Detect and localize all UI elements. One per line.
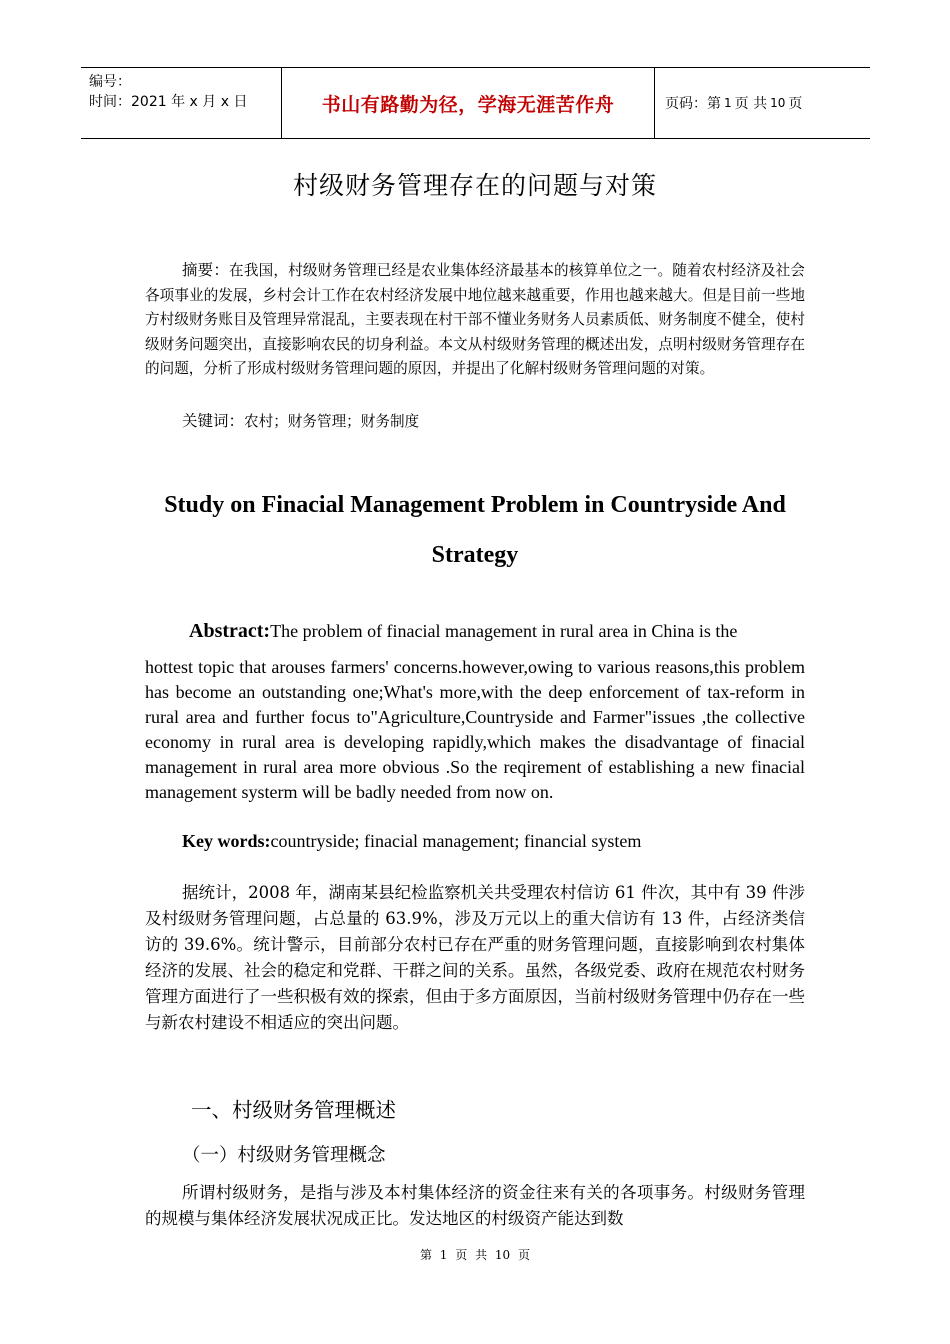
abstract-cn <box>145 258 805 382</box>
header-page-prefix: 页码：第 <box>665 96 721 112</box>
keywords-cn-label: 关键词： <box>182 412 245 430</box>
header-motto-cell <box>282 68 655 138</box>
page-title: 村级财务管理存在的问题与对策 <box>292 171 657 200</box>
abstract-en-label: Abstract: <box>189 620 271 642</box>
page-footer <box>0 1246 950 1263</box>
keywords-en <box>182 831 641 852</box>
paragraph-statistics: 据统计，2008 年，湖南某县纪检监察机关共受理农村信访 61 件次，其中有 39 件涉及村级财务管理问题，占总量的 63.9%，涉及万元以上的重大信访有 13 件，占经济类信访的 39.6%。统计警示，目前部分农村已存在严重的财务管理问题，直接影响到农村集体经济的发展、社会的稳定和党群、干群之间的关系。虽然，各级党委、政府在规范农村财务管理方面进行了一些积极有效的探索，但由于多方面原因，当前村级财务管理中仍存在一些与新农村建设不相适应的突出问题。 <box>145 883 805 1032</box>
document-header <box>81 67 870 139</box>
section-heading-1: 一、村级财务管理概述 <box>191 1098 396 1122</box>
abstract-en-first-line <box>145 619 805 644</box>
header-page-info <box>655 68 870 138</box>
footer-total: 10 <box>494 1248 511 1262</box>
english-title-line1: Study on Finacial Management Problem in Countryside And <box>164 492 786 518</box>
abstract-cn-label: 摘要： <box>182 261 230 279</box>
header-meta <box>81 68 282 138</box>
header-time: 时间：2021 年 x 月 x 日 <box>89 94 248 110</box>
abstract-cn-text: 在我国，村级财务管理已经是农业集体经济最基本的核算单位之一。随着农村经济及社会各项事业的发展，乡村会计工作在农村经济发展中地位越来越重要，作用也越来越大。但是目前一些地方村级财务账目及管理异常混乱，主要表现在村干部不懂业务财务人员素质低、财务制度不健全，使村级财务问题突出，直接影响农民的切身利益。本文从村级财务管理的概述出发，点明村级财务管理存在的问题，分析了形成村级财务管理问题的原因，并提出了化解村级财务管理问题的对策。 <box>145 262 805 378</box>
header-page-suffix: 页 <box>788 96 803 112</box>
header-motto: 书山有路勤为径，学海无涯苦作舟 <box>321 93 615 116</box>
footer-prefix: 第 <box>419 1248 432 1262</box>
paragraph-definition: 所谓村级财务，是指与涉及本村集体经济的资金往来有关的各项事务。村级财务管理的规模与集体经济发展状况成正比。发达地区的村级资产能达到数 <box>145 1183 805 1228</box>
header-page-current: 1 <box>724 96 732 110</box>
abstract-en-first-text: The problem of finacial management in rural area in China is the <box>270 621 738 641</box>
header-number: 编号： <box>89 74 131 90</box>
header-page-total: 10 <box>770 96 786 110</box>
header-page-mid: 页 共 <box>734 96 768 112</box>
abstract-en <box>145 619 805 805</box>
keywords-cn <box>145 409 805 435</box>
footer-mid: 页 共 <box>455 1248 488 1262</box>
keywords-en-text: countryside; finacial management; financial system <box>270 831 642 851</box>
footer-suffix: 页 <box>518 1248 531 1262</box>
keywords-cn-text: 农村；财务管理；财务制度 <box>244 413 420 430</box>
subsection-heading-1: （一）村级财务管理概念 <box>182 1145 386 1166</box>
footer-current: 1 <box>439 1248 448 1262</box>
english-title-line2: Strategy <box>431 542 519 568</box>
keywords-en-label: Key words: <box>182 831 271 851</box>
abstract-en-text: hottest topic that arouses farmers' concerns.however,owing to various reasons,this problem has become an outstanding one;What's more,with the deep enforcement of tax-reform in rural area and further focus to"Agriculture,Countryside and Farmer"issues ,the collective economy in rural area is developing rapidly,which makes the disadvantage of finacial management in rural area more obvious .So the reqirement of establishing a new finacial management systerm will be badly needed from now on. <box>145 657 805 802</box>
